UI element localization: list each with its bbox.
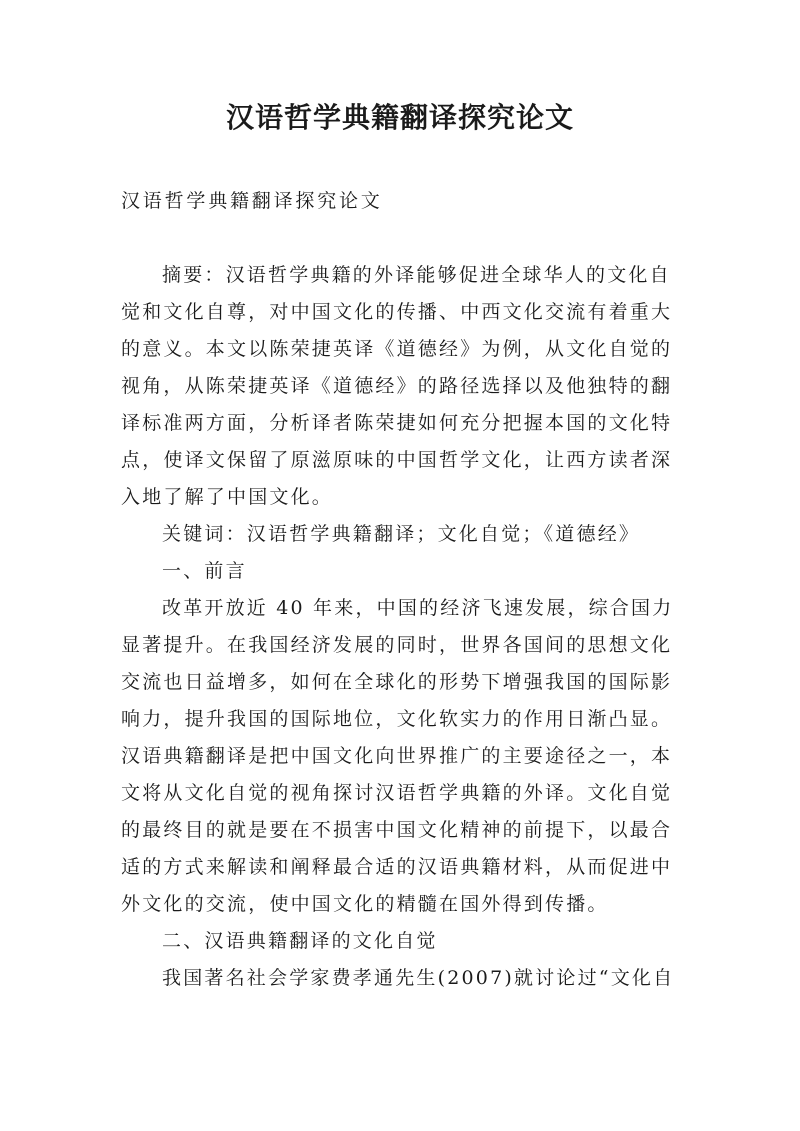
- section-heading: 二、汉语典籍翻译的文化自觉: [162, 930, 438, 952]
- paragraph-line: 响力，提升我国的国际地位，文化软实力的作用日渐凸显。: [121, 708, 673, 730]
- abstract-line: 视角，从陈荣捷英译《道德经》的路径选择以及他独特的翻: [121, 375, 673, 397]
- keywords-line: 关键词：汉语哲学典籍翻译；文化自觉；《道德经》: [162, 523, 641, 545]
- abstract-line: 觉和文化自尊，对中国文化的传播、中西文化交流有着重大: [121, 301, 673, 323]
- paragraph-line: 的最终目的就是要在不损害中国文化精神的前提下，以最合: [121, 819, 673, 841]
- paragraph-line: 适的方式来解读和阐释最合适的汉语典籍材料，从而促进中: [121, 856, 673, 878]
- paragraph-line: 外文化的交流，使中国文化的精髓在国外得到传播。: [121, 893, 609, 915]
- paragraph-line: 文将从文化自觉的视角探讨汉语哲学典籍的外译。文化自觉: [121, 782, 673, 804]
- paragraph-line: 我国著名社会学家费孝通先生(2007)就讨论过“文化自: [162, 967, 675, 989]
- paragraph-line: 汉语典籍翻译是把中国文化向世界推广的主要途径之一，本: [121, 745, 673, 767]
- document-title: 汉语哲学典籍翻译探究论文: [225, 101, 574, 134]
- section-heading: 一、前言: [162, 560, 247, 582]
- abstract-line: 点，使译文保留了原滋原味的中国哲学文化，让西方读者深: [121, 449, 673, 471]
- document-subtitle: 汉语哲学典籍翻译探究论文: [121, 190, 383, 212]
- abstract-line: 的意义。本文以陈荣捷英译《道德经》为例，从文化自觉的: [121, 338, 673, 360]
- abstract-line: 译标准两方面，分析译者陈荣捷如何充分把握本国的文化特: [121, 412, 673, 434]
- abstract-line: 摘要：汉语哲学典籍的外译能够促进全球华人的文化自: [162, 264, 671, 286]
- paragraph-line: 显著提升。在我国经济发展的同时，世界各国间的思想文化: [121, 634, 673, 656]
- abstract-line: 入地了解了中国文化。: [121, 486, 334, 508]
- paragraph-line: 改革开放近 40 年来，中国的经济飞速发展，综合国力: [162, 597, 674, 619]
- document-body: [121, 260, 691, 1000]
- paragraph-line: 交流也日益增多，如何在全球化的形势下增强我国的国际影: [121, 671, 673, 693]
